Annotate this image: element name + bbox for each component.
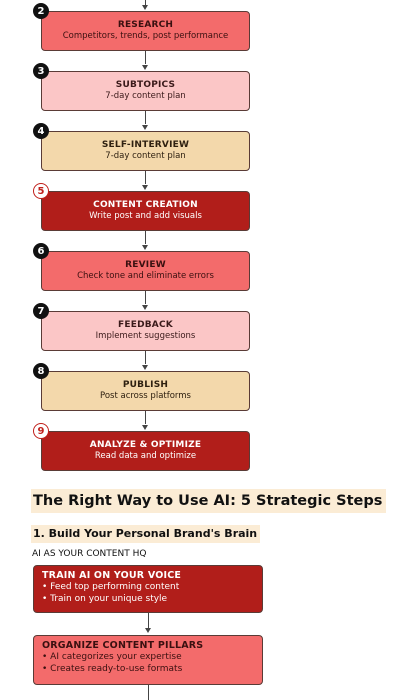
- step-description: Read data and optimize: [94, 451, 197, 461]
- arrowhead: [145, 628, 151, 633]
- connector: [145, 291, 146, 304]
- connector-bottom: [148, 685, 149, 700]
- arrowhead: [142, 5, 148, 10]
- card-bullet: • AI categorizes your expertise: [42, 652, 182, 662]
- step-title: PUBLISH: [122, 380, 169, 390]
- step-self-interview: [41, 131, 250, 171]
- step-description: Competitors, trends, post performance: [62, 31, 229, 41]
- connector: [148, 613, 149, 628]
- step-feedback: [41, 311, 250, 351]
- step-publish: [41, 371, 250, 411]
- step-description: Write post and add visuals: [89, 211, 202, 221]
- step-subtopics: [41, 71, 250, 111]
- step-description: Check tone and eliminate errors: [77, 271, 214, 281]
- connector: [145, 51, 146, 64]
- connector: [145, 231, 146, 244]
- step-number-badge: 8: [33, 363, 49, 379]
- step-number-badge: 2: [33, 3, 49, 19]
- card-bullet: • Creates ready-to-use formats: [42, 663, 183, 674]
- article-headline: The Right Way to Use AI: 5 Strategic Steps: [31, 489, 386, 513]
- section-title: 1. Build Your Personal Brand's Brain: [31, 525, 260, 543]
- step-title: RESEARCH: [117, 20, 174, 30]
- connector: [145, 171, 146, 184]
- step-review: [41, 251, 250, 291]
- step-number-badge: 9: [33, 423, 49, 439]
- arrowhead: [142, 125, 148, 130]
- card-title: TRAIN AI ON YOUR VOICE: [42, 570, 182, 581]
- step-title: CONTENT CREATION: [93, 200, 198, 210]
- step-description: 7-day content plan: [105, 91, 186, 101]
- arrowhead: [142, 185, 148, 190]
- step-title: SUBTOPICS: [115, 80, 176, 90]
- connector: [145, 411, 146, 424]
- step-number-badge: 3: [33, 63, 49, 79]
- step-number-badge: 4: [33, 123, 49, 139]
- arrowhead: [142, 305, 148, 310]
- step-description: 7-day content plan: [105, 151, 186, 161]
- card-bullet: • Feed top performing content: [42, 582, 180, 592]
- step-title: ANALYZE & OPTIMIZE: [89, 440, 202, 450]
- arrowhead: [142, 245, 148, 250]
- step-number-badge: 7: [33, 303, 49, 319]
- arrowhead: [142, 65, 148, 70]
- card-organize-pillars: [33, 635, 263, 685]
- card-title: ORGANIZE CONTENT PILLARS: [42, 640, 204, 651]
- step-description: Implement suggestions: [95, 331, 196, 341]
- step-analyze-optimize: [41, 431, 250, 471]
- step-title: SELF-INTERVIEW: [101, 140, 190, 150]
- card-bullet: • Train on your unique style: [42, 593, 168, 604]
- step-description: Post across platforms: [100, 391, 191, 401]
- arrowhead: [142, 425, 148, 430]
- step-research: [41, 11, 250, 51]
- step-number-badge: 5: [33, 183, 49, 199]
- connector: [145, 351, 146, 364]
- connector: [145, 111, 146, 124]
- card-train-ai: [33, 565, 263, 613]
- step-number-badge: 6: [33, 243, 49, 259]
- arrowhead: [142, 365, 148, 370]
- section-caption: AI AS YOUR CONTENT HQ: [32, 549, 147, 559]
- step-content-creation: [41, 191, 250, 231]
- step-title: REVIEW: [125, 260, 166, 270]
- step-title: FEEDBACK: [118, 320, 173, 330]
